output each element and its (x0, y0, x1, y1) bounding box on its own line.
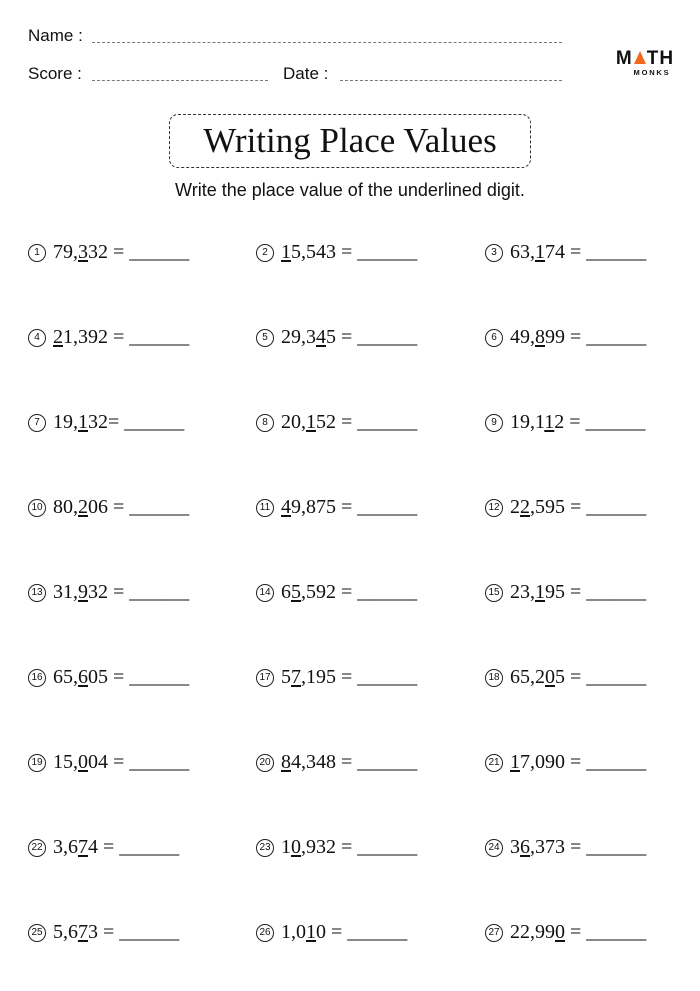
underlined-digit: 7 (291, 666, 301, 688)
problem-expression (510, 241, 646, 264)
equals-sign: = (336, 751, 358, 773)
underlined-digit: 1 (544, 411, 555, 433)
problem-expression (53, 581, 189, 604)
number-part: 23, (510, 581, 535, 603)
problem-4 (28, 326, 189, 349)
problem-number: 3 (485, 244, 503, 262)
underlined-digit: 1 (281, 241, 291, 263)
number-part: 29,3 (281, 326, 316, 348)
number-part: 06 (88, 496, 108, 518)
number-part: 7,090 (520, 751, 565, 773)
underlined-digit: 1 (535, 581, 545, 603)
answer-blank[interactable]: ______ (129, 751, 190, 773)
number-part: 80, (53, 496, 78, 518)
answer-blank[interactable]: ______ (347, 921, 408, 943)
problem-expression (510, 666, 646, 689)
underlined-digit: 4 (281, 496, 291, 518)
number-part: 05 (88, 666, 108, 688)
number-part: 5 (281, 666, 291, 688)
underlined-digit: 2 (53, 326, 63, 348)
problem-expression (510, 411, 646, 434)
equals-sign: = (336, 581, 358, 603)
equals-sign: = (98, 921, 120, 943)
problem-number: 6 (485, 329, 503, 347)
problem-number: 8 (256, 414, 274, 432)
equals-sign: = (108, 751, 130, 773)
equals-sign: = (565, 496, 587, 518)
problem-number: 23 (256, 839, 274, 857)
underlined-digit: 1 (306, 921, 316, 943)
number-part: 20, (281, 411, 306, 433)
number-part: 04 (88, 751, 108, 773)
equals-sign: = (565, 836, 587, 858)
problem-9 (485, 411, 646, 434)
problem-19 (28, 751, 189, 774)
underlined-digit: 2 (520, 496, 530, 518)
equals-sign: = (108, 241, 130, 263)
problem-number: 11 (256, 499, 274, 517)
problem-number: 5 (256, 329, 274, 347)
number-part: 15, (53, 751, 78, 773)
answer-blank[interactable]: ______ (585, 411, 646, 433)
answer-blank[interactable]: ______ (586, 496, 647, 518)
equals-sign: = (565, 581, 587, 603)
problem-expression (281, 241, 417, 264)
number-part: 0 (316, 921, 326, 943)
equals-sign: = (565, 921, 587, 943)
problem-expression (281, 921, 407, 944)
number-part: 5 (326, 326, 336, 348)
problem-number: 13 (28, 584, 46, 602)
problem-6 (485, 326, 646, 349)
problem-expression (281, 326, 417, 349)
equals-sign: = (336, 411, 358, 433)
name-label: Name : (28, 26, 83, 45)
problem-16 (28, 666, 189, 689)
problem-expression (510, 751, 646, 774)
answer-blank[interactable]: ______ (357, 411, 418, 433)
answer-blank[interactable]: ______ (129, 581, 190, 603)
number-part: 99 (545, 326, 565, 348)
problem-expression (53, 496, 189, 519)
problem-11 (256, 496, 417, 519)
logo-subtext: MONKS (633, 68, 671, 77)
answer-blank[interactable]: ______ (586, 241, 647, 263)
underlined-digit: 1 (510, 751, 520, 773)
answer-blank[interactable]: ______ (357, 241, 418, 263)
problem-expression (281, 411, 417, 434)
problem-number: 9 (485, 414, 503, 432)
problem-27 (485, 921, 646, 944)
equals-sign: = (565, 241, 587, 263)
number-part: 1,392 (63, 326, 108, 348)
number-part: 4,348 (291, 751, 336, 773)
equals-sign: = (336, 496, 358, 518)
problem-expression (53, 326, 189, 349)
logo-text-th: TH (646, 48, 675, 69)
problem-1 (28, 241, 189, 264)
underlined-digit: 3 (78, 241, 88, 263)
number-part: ,373 (530, 836, 565, 858)
underlined-digit: 7 (78, 921, 88, 943)
answer-blank[interactable]: ______ (586, 751, 647, 773)
math-monks-logo (614, 49, 676, 77)
equals-sign: = (336, 241, 358, 263)
problem-number: 1 (28, 244, 46, 262)
problem-number: 12 (485, 499, 503, 517)
number-part: 49, (510, 326, 535, 348)
problem-number: 2 (256, 244, 274, 262)
equals-sign: = (565, 326, 587, 348)
number-part: 5,543 (291, 241, 336, 263)
answer-blank[interactable]: ______ (129, 326, 190, 348)
number-part: 32 (88, 241, 108, 263)
equals-sign: = (565, 751, 587, 773)
underlined-digit: 0 (291, 836, 301, 858)
problem-12 (485, 496, 646, 519)
problem-number: 24 (485, 839, 503, 857)
logo-text-m: M (615, 48, 633, 69)
problem-22 (28, 836, 179, 859)
problem-expression (510, 921, 646, 944)
problem-expression (281, 751, 417, 774)
equals-sign: = (98, 836, 120, 858)
equals-sign: = (108, 581, 130, 603)
problem-expression (510, 581, 646, 604)
problem-expression (53, 751, 189, 774)
problem-expression (53, 921, 179, 944)
underlined-digit: 6 (520, 836, 530, 858)
problem-26 (256, 921, 407, 944)
page-title: Writing Place Values (203, 121, 497, 160)
answer-blank[interactable]: ______ (119, 836, 180, 858)
number-part: 9,875 (291, 496, 336, 518)
problem-expression (53, 836, 179, 859)
problem-number: 16 (28, 669, 46, 687)
number-part: 19, (53, 411, 78, 433)
problem-number: 25 (28, 924, 46, 942)
score-answer-line[interactable] (92, 80, 268, 81)
underlined-digit: 8 (281, 751, 291, 773)
equals-sign: = (565, 666, 587, 688)
equals-sign: = (336, 326, 358, 348)
problem-number: 22 (28, 839, 46, 857)
equals-sign: = (108, 326, 130, 348)
underlined-digit: 0 (545, 666, 555, 688)
number-part: 3,6 (53, 836, 78, 858)
problem-number: 4 (28, 329, 46, 347)
number-part: 79, (53, 241, 78, 263)
number-part: 31, (53, 581, 78, 603)
problem-17 (256, 666, 417, 689)
date-answer-line[interactable] (340, 80, 562, 81)
problem-expression (53, 666, 189, 689)
number-part: 2 (554, 411, 565, 433)
underlined-digit: 6 (78, 666, 88, 688)
problem-expression (510, 836, 646, 859)
problem-15 (485, 581, 646, 604)
problem-number: 7 (28, 414, 46, 432)
underlined-digit: 1 (306, 411, 316, 433)
answer-blank[interactable]: ______ (586, 836, 647, 858)
title-box (169, 114, 531, 168)
problem-7 (28, 411, 184, 434)
underlined-digit: 5 (291, 581, 301, 603)
number-part: 2 (510, 496, 520, 518)
problem-number: 17 (256, 669, 274, 687)
underlined-digit: 4 (316, 326, 326, 348)
answer-blank[interactable]: ______ (129, 666, 190, 688)
answer-blank[interactable]: ______ (357, 496, 418, 518)
problem-number: 26 (256, 924, 274, 942)
number-part: 95 (545, 581, 565, 603)
problem-expression (510, 326, 646, 349)
score-label: Score : (28, 64, 82, 83)
underlined-digit: 7 (78, 836, 88, 858)
problem-expression (281, 496, 417, 519)
number-part: 65,2 (510, 666, 545, 688)
answer-blank[interactable]: ______ (124, 411, 185, 433)
problem-25 (28, 921, 179, 944)
problem-expression (281, 666, 417, 689)
instruction-text: Write the place value of the underlined digit. (175, 180, 525, 200)
underlined-digit: 2 (78, 496, 88, 518)
underlined-digit: 9 (78, 581, 88, 603)
equals-sign: = (108, 411, 125, 433)
problem-24 (485, 836, 646, 859)
problem-5 (256, 326, 417, 349)
underlined-digit: 1 (535, 241, 545, 263)
answer-blank[interactable]: ______ (129, 496, 190, 518)
problem-2 (256, 241, 417, 264)
problem-number: 21 (485, 754, 503, 772)
problem-number: 14 (256, 584, 274, 602)
answer-blank[interactable]: ______ (586, 581, 647, 603)
underlined-digit: 8 (535, 326, 545, 348)
problem-21 (485, 751, 646, 774)
equals-sign: = (108, 496, 130, 518)
problem-number: 18 (485, 669, 503, 687)
answer-blank[interactable]: ______ (119, 921, 180, 943)
number-part: 5,6 (53, 921, 78, 943)
number-part: 19,1 (510, 411, 545, 433)
problem-number: 19 (28, 754, 46, 772)
problem-20 (256, 751, 417, 774)
number-part: ,595 (530, 496, 565, 518)
underlined-digit: 1 (78, 411, 88, 433)
problem-expression (281, 836, 417, 859)
number-part: 3 (88, 921, 98, 943)
number-part: 65, (53, 666, 78, 688)
name-answer-line[interactable] (92, 42, 562, 43)
problem-number: 27 (485, 924, 503, 942)
number-part: 6 (281, 581, 291, 603)
number-part: ,195 (301, 666, 336, 688)
problem-expression (510, 496, 646, 519)
number-part: 32 (88, 411, 108, 433)
answer-blank[interactable]: ______ (586, 666, 647, 688)
problem-3 (485, 241, 646, 264)
answer-blank[interactable]: ______ (357, 751, 418, 773)
number-part: 1 (281, 836, 291, 858)
number-part: 63, (510, 241, 535, 263)
answer-blank[interactable]: ______ (357, 836, 418, 858)
number-part: 5 (555, 666, 565, 688)
problem-8 (256, 411, 417, 434)
problem-number: 10 (28, 499, 46, 517)
equals-sign: = (108, 666, 130, 688)
number-part: 1,0 (281, 921, 306, 943)
problem-10 (28, 496, 189, 519)
answer-blank[interactable]: ______ (586, 921, 647, 943)
problem-14 (256, 581, 417, 604)
problem-expression (281, 581, 417, 604)
equals-sign: = (564, 411, 586, 433)
answer-blank[interactable]: ______ (586, 326, 647, 348)
answer-blank[interactable]: ______ (357, 666, 418, 688)
date-label: Date : (283, 64, 329, 83)
problem-number: 15 (485, 584, 503, 602)
equals-sign: = (326, 921, 348, 943)
number-part: 74 (545, 241, 565, 263)
problem-18 (485, 666, 646, 689)
underlined-digit: 0 (555, 921, 565, 943)
problem-number: 20 (256, 754, 274, 772)
problem-23 (256, 836, 417, 859)
number-part: ,592 (301, 581, 336, 603)
equals-sign: = (336, 666, 358, 688)
triangle-icon (634, 51, 646, 64)
problem-13 (28, 581, 189, 604)
number-part: ,932 (301, 836, 336, 858)
problem-expression (53, 241, 189, 264)
answer-blank[interactable]: ______ (357, 581, 418, 603)
answer-blank[interactable]: ______ (129, 241, 190, 263)
problem-expression (53, 411, 184, 434)
number-part: 32 (88, 581, 108, 603)
number-part: 52 (316, 411, 336, 433)
number-part: 3 (510, 836, 520, 858)
answer-blank[interactable]: ______ (357, 326, 418, 348)
equals-sign: = (336, 836, 358, 858)
number-part: 22,99 (510, 921, 555, 943)
underlined-digit: 0 (78, 751, 88, 773)
number-part: 4 (88, 836, 98, 858)
